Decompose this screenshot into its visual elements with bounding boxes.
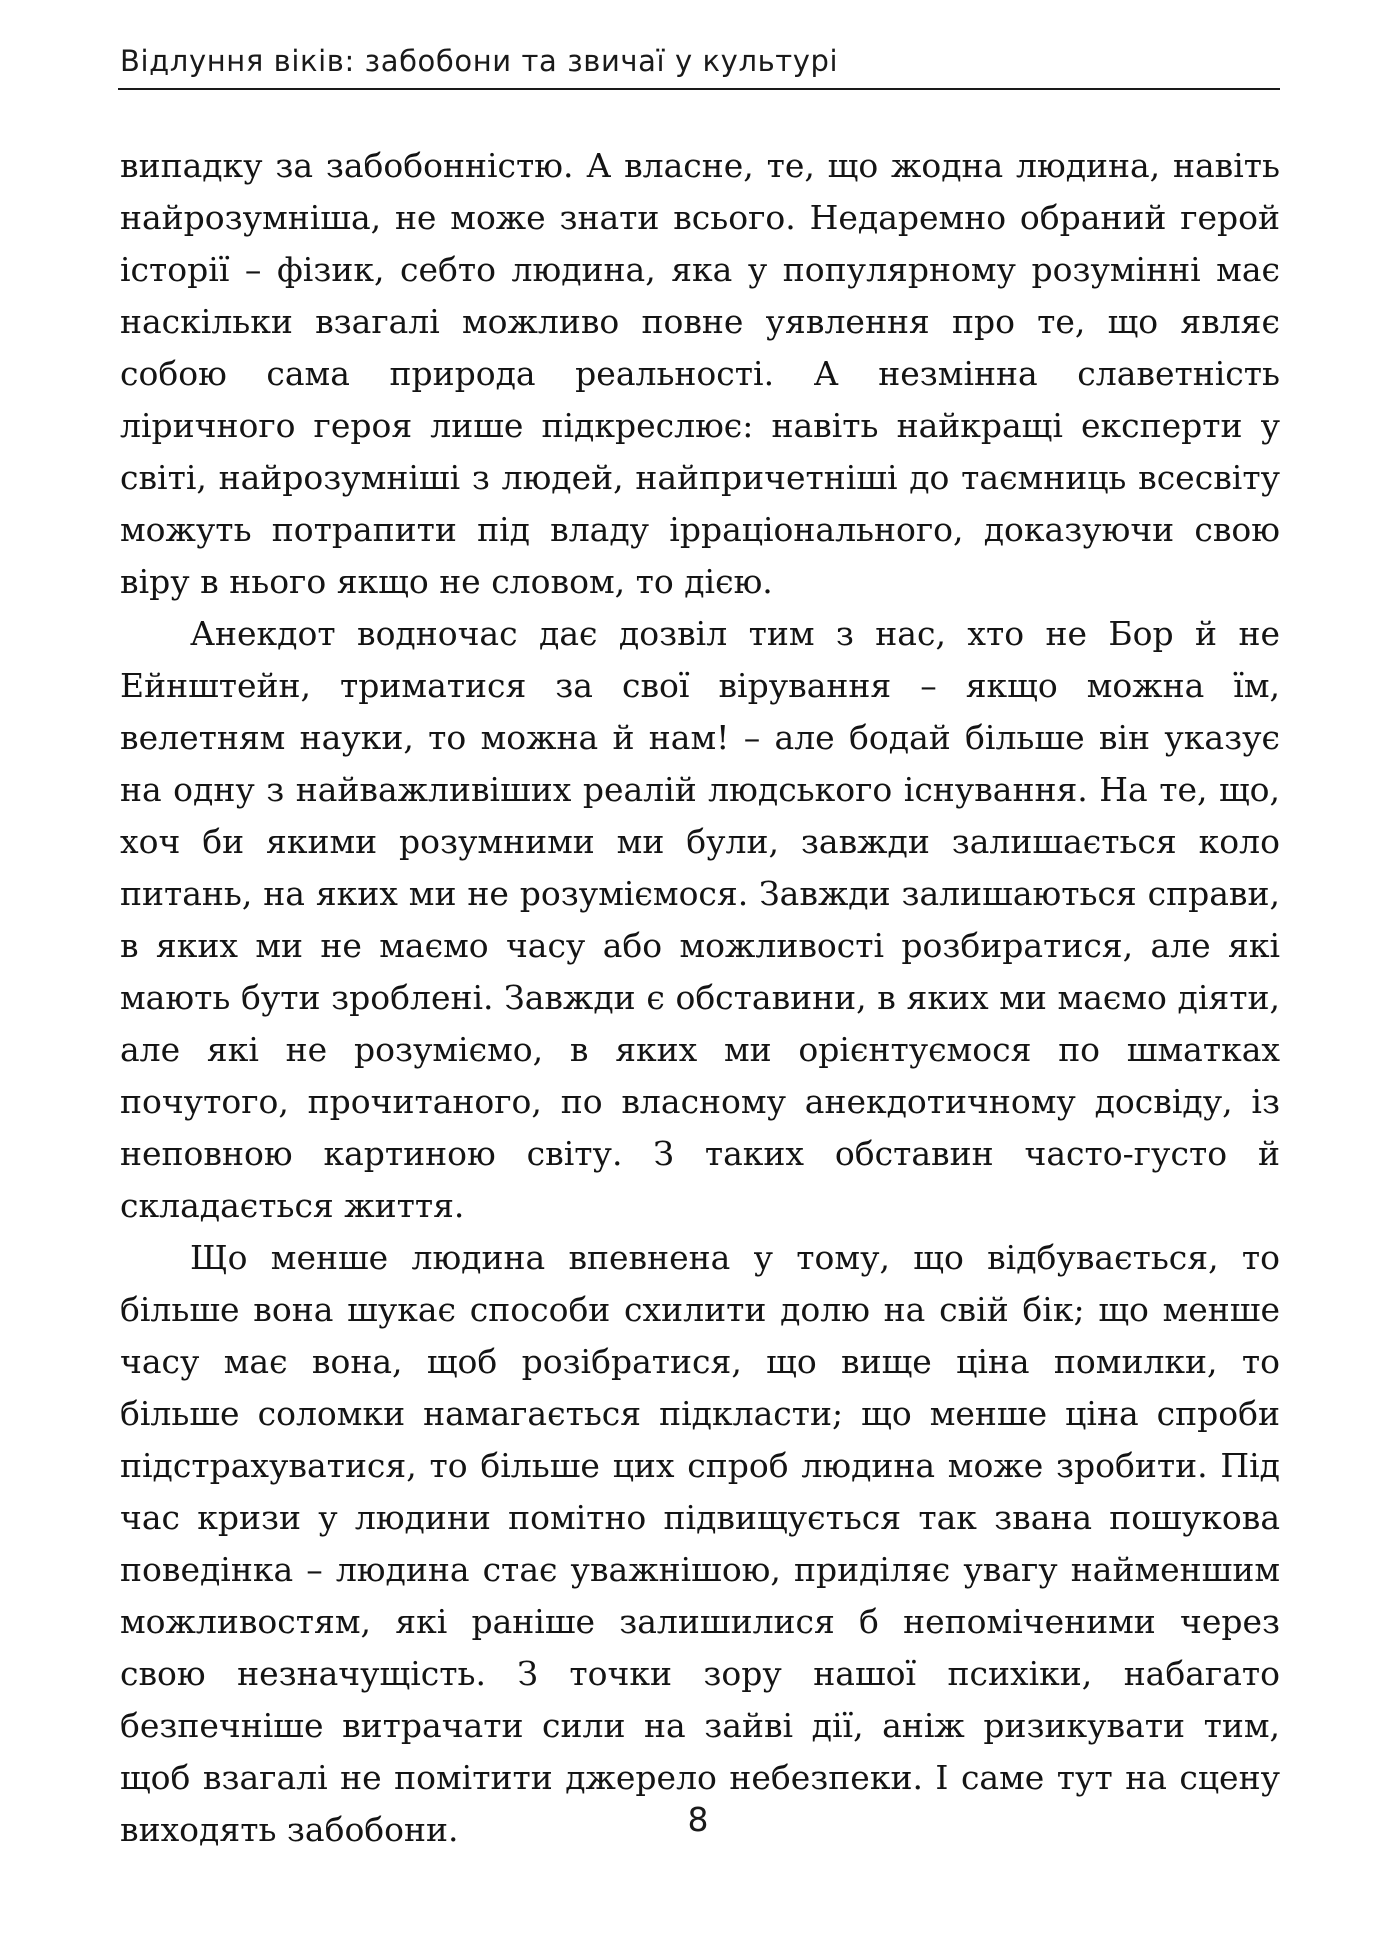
- paragraph: Анекдот водночас дає дозвіл тим з нас, хто не Бор й не Ейнштейн, триматися за свої вірування – якщо можна їм, велетням науки, то можна й нам! – але бодай більше він указує на одну з найважливіших реалій людського існування. На те, що, хоч би якими розумними ми були, завжди залишається коло питань, на яких ми не розуміємося. Завжди залишаються справи, в яких ми не маємо часу або можливості розбиратися, але які мають бути зроблені. Завжди є обставини, в яких ми маємо діяти, але які не розуміємо, в яких ми орієнтуємося по шматках почутого, прочитаного, по власному анекдотичному досвіду, із неповною картиною світу. З таких обставин часто-густо й складається життя.: [120, 614, 1280, 1225]
- page-number: 8: [687, 1800, 709, 1839]
- running-header: [118, 40, 1280, 90]
- paragraph: Що менше людина впевнена у тому, що відбувається, то більше вона шукає способи схилити долю на свій бік; що менше часу має вона, щоб розібратися, що вище ціна помилки, то більше соломки намагається підкласти; що менше ціна спроби підстрахуватися, то більше цих спроб людина може зробити. Під час кризи у людини помітно підвищується так звана пошукова поведінка – людина стає уважнішою, приділяє увагу найменшим можливостям, які раніше залишилися б непоміченими через свою незначущість. З точки зору нашої психіки, набагато безпечніше витрачати сили на зайві дії, аніж ризикувати тим, щоб взагалі не помітити джерело небезпеки. І саме тут на сцену виходять забобони.: [120, 1238, 1280, 1849]
- running-header-title: Відлуння віків: забобони та звичаї у культурі: [120, 44, 839, 78]
- page-body: [120, 140, 1280, 1856]
- paragraph: випадку за забобонністю. А власне, те, що жодна людина, навіть найрозумніша, не може знати всього. Недаремно обраний герой історії – фізик, себто людина, яка у популярному розумінні має наскільки взагалі можливо повне уявлення про те, що являє собою сама природа реальності. А незмінна славетність ліричного героя лише підкреслює: навіть найкращі експерти у світі, найрозумніші з людей, найпричетніші до таємниць всесвіту можуть потрапити під владу ірраціонального, доказуючи свою віру в нього якщо не словом, то дією.: [120, 146, 1280, 601]
